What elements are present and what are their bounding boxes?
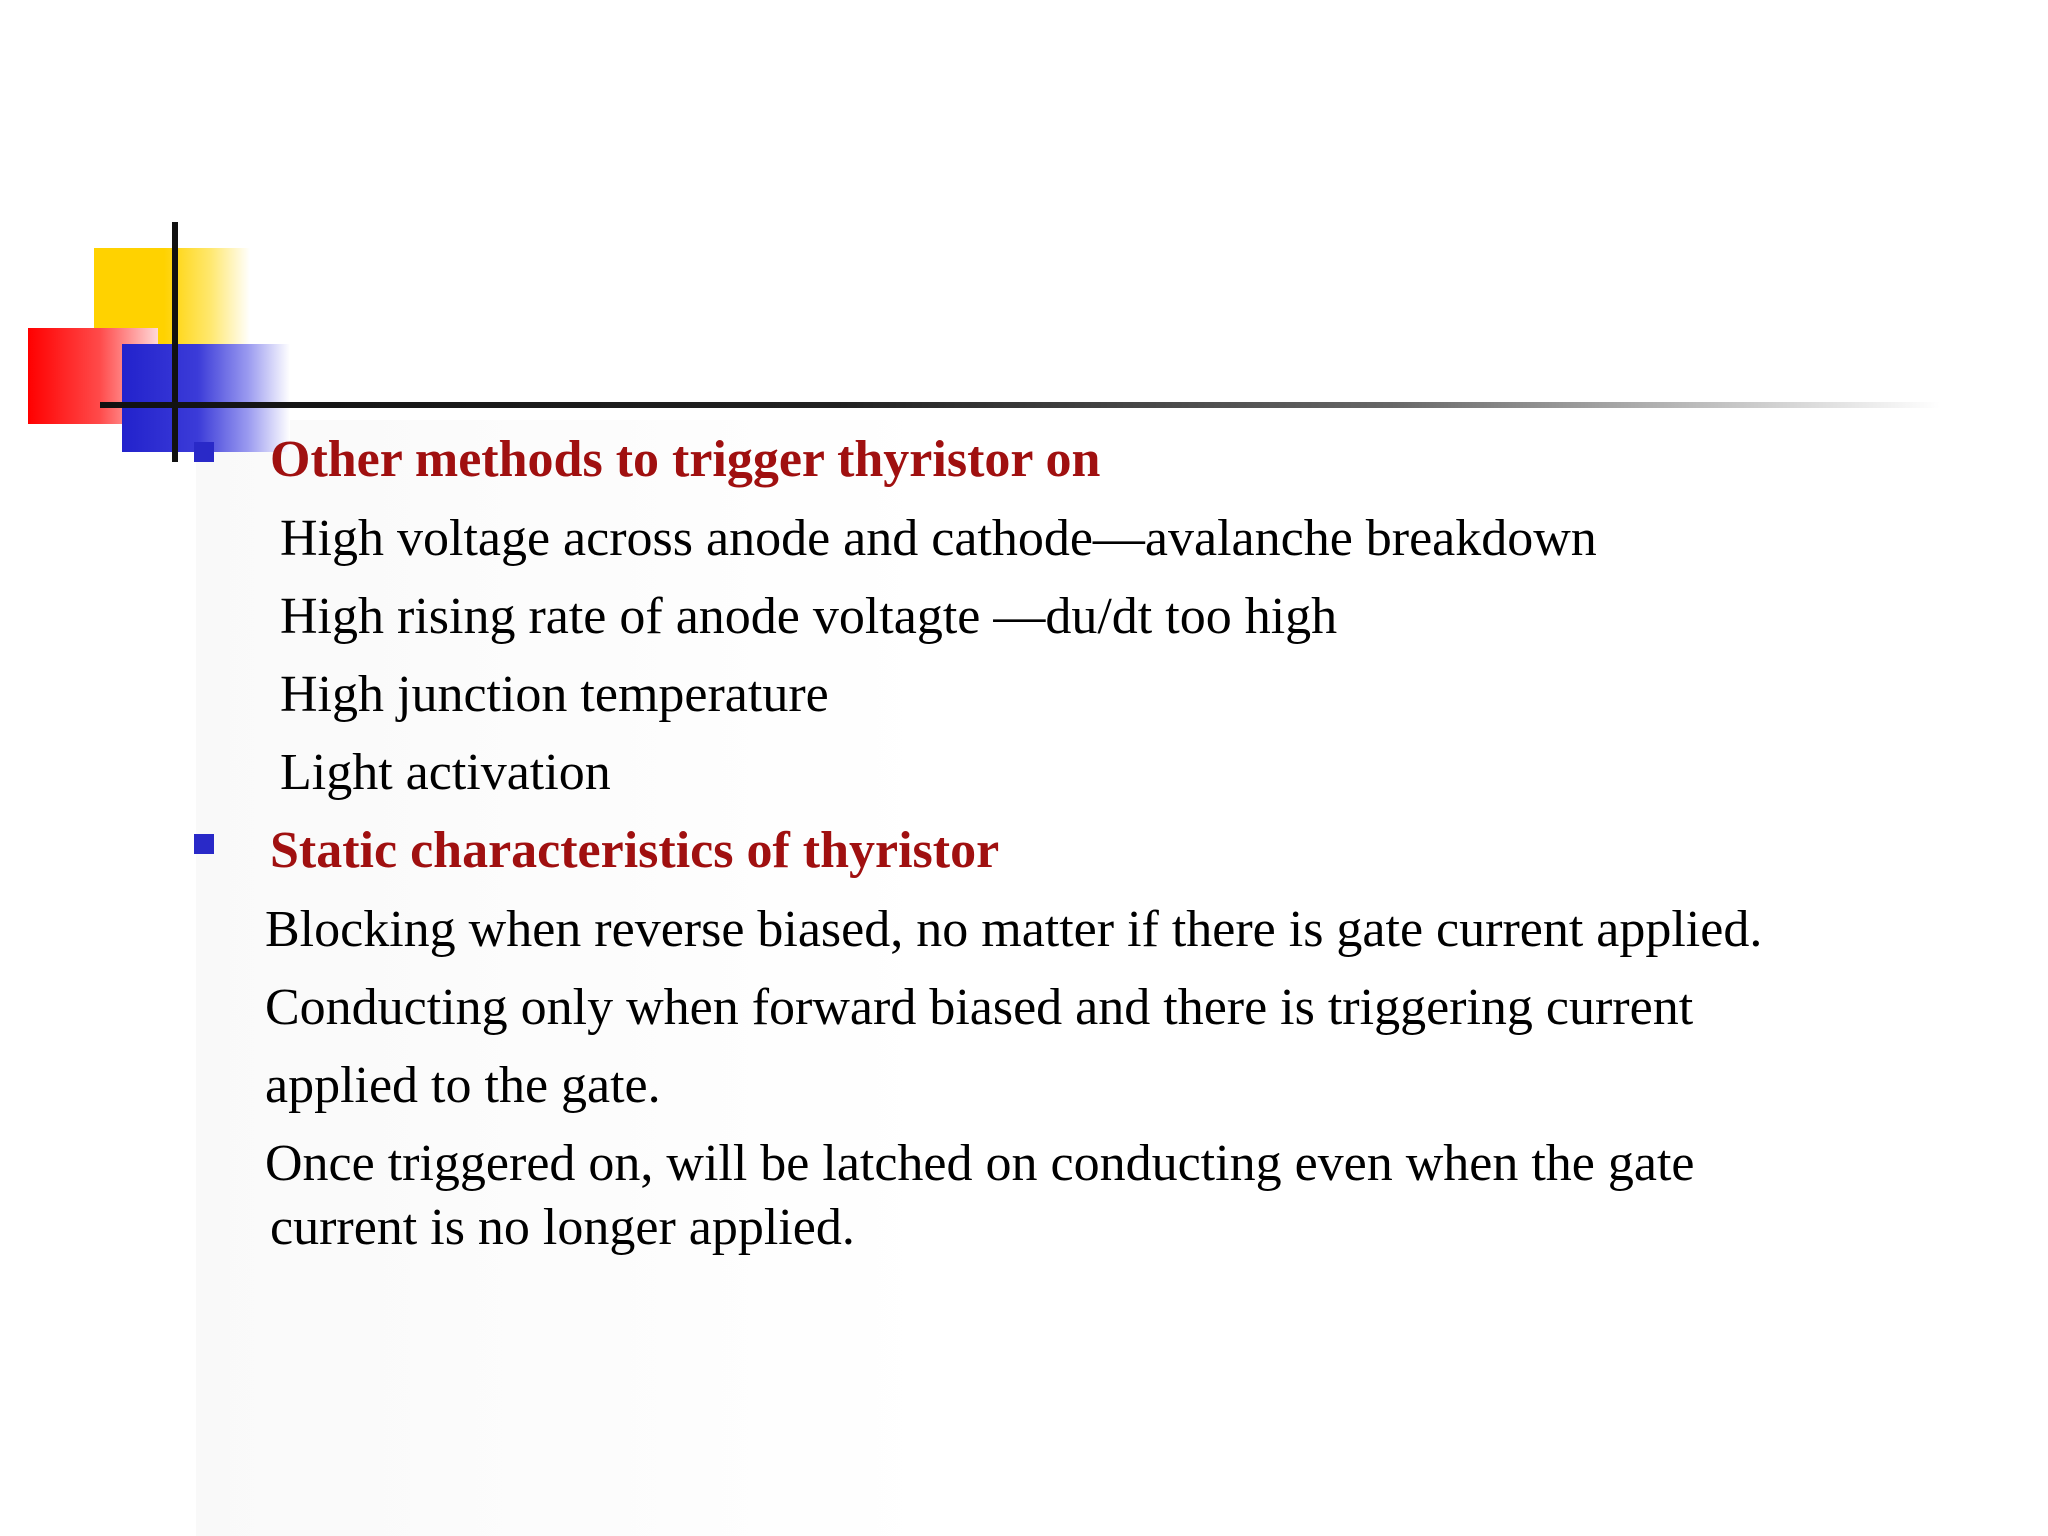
bullet-square-icon	[194, 442, 214, 462]
list-item: current is no longer applied.	[270, 1199, 855, 1256]
list-item: Light activation	[280, 744, 611, 801]
list-item: Blocking when reverse biased, no matter if there is gate current applied.	[265, 901, 1763, 958]
bullet-square-icon	[194, 834, 214, 854]
section-heading-static-characteristics: Static characteristics of thyristor	[270, 822, 1000, 879]
section-heading-trigger-methods: Other methods to trigger thyristor on	[270, 431, 1101, 488]
list-item: Conducting only when forward biased and there is triggering current	[265, 979, 1694, 1036]
list-item: High junction temperature	[280, 666, 829, 723]
list-item: applied to the gate.	[265, 1057, 661, 1114]
list-item: High rising rate of anode voltagte —du/dt too high	[280, 588, 1338, 645]
list-item: High voltage across anode and cathode—avalanche breakdown	[280, 510, 1597, 567]
list-item: Once triggered on, will be latched on conducting even when the gate	[265, 1135, 1695, 1192]
